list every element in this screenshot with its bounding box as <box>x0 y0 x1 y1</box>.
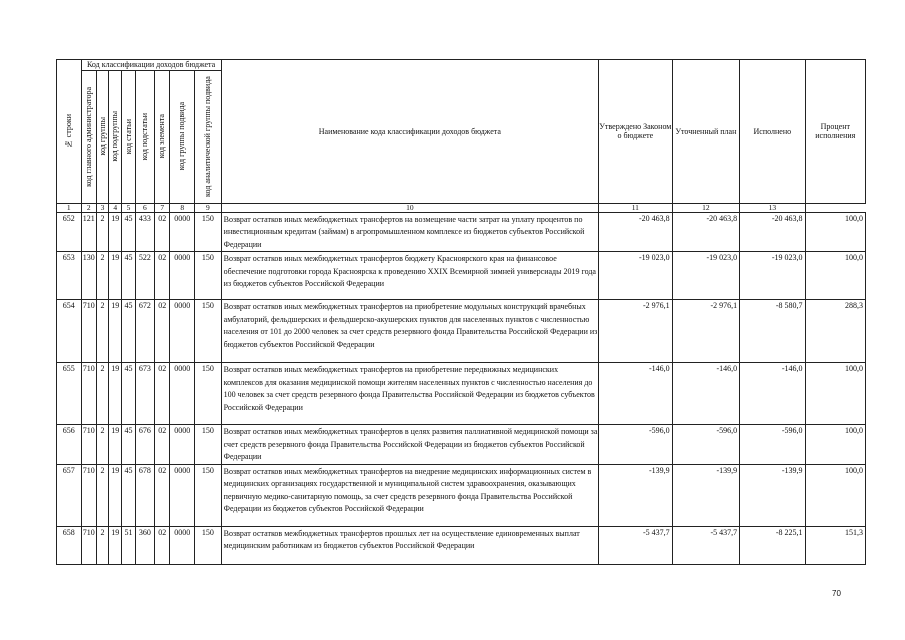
cell-row-no: 656 <box>57 425 82 465</box>
table-row <box>57 526 866 564</box>
header-code-subgroup: код подгруппы <box>109 70 122 203</box>
header-code-element: код элемента <box>155 70 170 203</box>
header-approved: Утверждено Законом о бюджете <box>599 60 673 204</box>
cell-executed: -139,9 <box>740 464 805 526</box>
col-number: 4 <box>109 203 122 212</box>
col-number: 3 <box>96 203 108 212</box>
cell-approved: -5 437,7 <box>599 526 673 564</box>
cell-executed: -19 023,0 <box>740 252 805 300</box>
cell-name: Возврат остатков иных межбюджетных трансфертов на внедрение медицинских информационных систем в медицинских организациях государственной и муниципальной систем здравоохранения, оказывающих первичную медико-санитарную помощь, за счет средств резервного фонда Правительства Российской Федерации из бюджетов субъектов Российской Федерации <box>221 464 598 526</box>
col-number: 7 <box>155 203 170 212</box>
cell-approved: -146,0 <box>599 363 673 425</box>
cell-subgroup: 19 <box>109 464 122 526</box>
cell-subgroup: 19 <box>109 526 122 564</box>
header-code-analytic-group: код аналитической группы подвида <box>194 70 221 203</box>
cell-row-no: 652 <box>57 212 82 252</box>
cell-analytic: 150 <box>194 526 221 564</box>
cell-subtype: 0000 <box>170 252 195 300</box>
cell-row-no: 657 <box>57 464 82 526</box>
cell-subarticle: 676 <box>135 425 154 465</box>
col-number: 8 <box>170 203 195 212</box>
cell-subgroup: 19 <box>109 425 122 465</box>
cell-article: 45 <box>122 425 135 465</box>
cell-row-no: 655 <box>57 363 82 425</box>
cell-subarticle: 522 <box>135 252 154 300</box>
cell-subarticle: 433 <box>135 212 154 252</box>
cell-admin: 130 <box>81 252 96 300</box>
cell-element: 02 <box>155 464 170 526</box>
cell-name: Возврат остатков иных межбюджетных трансфертов на приобретение передвижных медицинских комплексов для оказания медицинской помощи жителям населенных пунктов с численностью населения до 100 человек за счет средств резервного фонда Правительства Российской Федерации из бюджетов субъектов Российской Федерации <box>221 363 598 425</box>
cell-percent: 288,3 <box>805 300 865 363</box>
cell-subarticle: 678 <box>135 464 154 526</box>
cell-element: 02 <box>155 300 170 363</box>
cell-percent: 100,0 <box>805 363 865 425</box>
header-classification-group: Код классификации доходов бюджета <box>81 60 221 71</box>
header-code-subarticle: код подстатьи <box>135 70 154 203</box>
table-row <box>57 212 866 252</box>
cell-element: 02 <box>155 363 170 425</box>
cell-refined: -146,0 <box>672 363 739 425</box>
cell-approved: -139,9 <box>599 464 673 526</box>
cell-analytic: 150 <box>194 425 221 465</box>
cell-group: 2 <box>96 212 108 252</box>
header-executed: Исполнено <box>740 60 805 204</box>
header-refined: Уточненный план <box>672 60 739 204</box>
cell-element: 02 <box>155 526 170 564</box>
header-code-admin: код главного администратора <box>81 70 96 203</box>
col-number: 5 <box>122 203 135 212</box>
cell-percent: 100,0 <box>805 212 865 252</box>
cell-executed: -20 463,8 <box>740 212 805 252</box>
cell-percent: 151,3 <box>805 526 865 564</box>
table-row <box>57 300 866 363</box>
header-name: Наименование кода классификации доходов бюджета <box>221 60 598 204</box>
cell-executed: -8 580,7 <box>740 300 805 363</box>
cell-executed: -8 225,1 <box>740 526 805 564</box>
cell-percent: 100,0 <box>805 425 865 465</box>
cell-element: 02 <box>155 252 170 300</box>
cell-group: 2 <box>96 425 108 465</box>
cell-name: Возврат остатков иных межбюджетных трансфертов бюджету Красноярского края на финансовое обеспечение подготовки города Красноярска к проведению XXIX Всемирной зимней универсиады 2019 года из бюджетов субъектов Российской Федерации <box>221 252 598 300</box>
cell-subgroup: 19 <box>109 252 122 300</box>
cell-refined: -20 463,8 <box>672 212 739 252</box>
cell-analytic: 150 <box>194 300 221 363</box>
cell-article: 45 <box>122 252 135 300</box>
cell-subgroup: 19 <box>109 300 122 363</box>
cell-analytic: 150 <box>194 464 221 526</box>
header-code-subtype-group: код группы подвида <box>170 70 195 203</box>
cell-subarticle: 360 <box>135 526 154 564</box>
cell-article: 45 <box>122 212 135 252</box>
cell-article: 51 <box>122 526 135 564</box>
page-number: 70 <box>832 589 841 598</box>
col-number: 2 <box>81 203 96 212</box>
header-code-article: код статьи <box>122 70 135 203</box>
cell-subtype: 0000 <box>170 425 195 465</box>
column-numbers-row <box>57 203 866 212</box>
cell-admin: 710 <box>81 464 96 526</box>
cell-element: 02 <box>155 212 170 252</box>
cell-subtype: 0000 <box>170 363 195 425</box>
cell-name: Возврат остатков иных межбюджетных трансфертов в целях развития паллиативной медицинской помощи за счет средств резервного фонда Правительства Российской Федерации из бюджетов субъектов Российской Федерации <box>221 425 598 465</box>
col-number: 10 <box>221 203 598 212</box>
cell-group: 2 <box>96 464 108 526</box>
header-code-group: код группы <box>96 70 108 203</box>
cell-analytic: 150 <box>194 252 221 300</box>
cell-row-no: 658 <box>57 526 82 564</box>
header-row-no: № строки <box>57 60 82 204</box>
table-row <box>57 464 866 526</box>
cell-admin: 121 <box>81 212 96 252</box>
cell-name: Возврат остатков иных межбюджетных трансфертов на приобретение модульных конструкций врачебных амбулаторий, фельдшерских и фельдшерско-акушерских пунктов для населенных пунктов с численностью населения от 101 до 2000 человек за счет средств резервного фонда Правительства Российской Федерации из бюджетов субъектов Российской Федерации <box>221 300 598 363</box>
table-row <box>57 252 866 300</box>
cell-name: Возврат остатков иных межбюджетных трансфертов на возмещение части затрат на уплату процентов по инвестиционным кредитам (займам) в агропромышленном комплексе из бюджетов субъектов Российской Федерации <box>221 212 598 252</box>
col-number: 13 <box>740 203 805 212</box>
cell-refined: -596,0 <box>672 425 739 465</box>
cell-admin: 710 <box>81 363 96 425</box>
col-number: 9 <box>194 203 221 212</box>
cell-subarticle: 672 <box>135 300 154 363</box>
cell-subtype: 0000 <box>170 526 195 564</box>
col-number: 11 <box>599 203 673 212</box>
cell-group: 2 <box>96 363 108 425</box>
cell-admin: 710 <box>81 425 96 465</box>
cell-refined: -139,9 <box>672 464 739 526</box>
col-number: 12 <box>672 203 739 212</box>
cell-percent: 100,0 <box>805 252 865 300</box>
cell-approved: -596,0 <box>599 425 673 465</box>
cell-admin: 710 <box>81 300 96 363</box>
col-number: 1 <box>57 203 82 212</box>
cell-subtype: 0000 <box>170 212 195 252</box>
header-percent: Процент исполнения <box>805 60 865 204</box>
cell-admin: 710 <box>81 526 96 564</box>
cell-name: Возврат остатков межбюджетных трансфертов прошлых лет на осуществление единовременных выплат медицинским работникам из бюджетов субъектов Российской Федерации <box>221 526 598 564</box>
cell-article: 45 <box>122 464 135 526</box>
cell-percent: 100,0 <box>805 464 865 526</box>
cell-approved: -19 023,0 <box>599 252 673 300</box>
cell-approved: -2 976,1 <box>599 300 673 363</box>
budget-table <box>56 59 866 565</box>
cell-refined: -19 023,0 <box>672 252 739 300</box>
cell-executed: -146,0 <box>740 363 805 425</box>
col-number: 6 <box>135 203 154 212</box>
cell-subarticle: 673 <box>135 363 154 425</box>
cell-refined: -2 976,1 <box>672 300 739 363</box>
cell-subtype: 0000 <box>170 300 195 363</box>
table-row <box>57 425 866 465</box>
cell-group: 2 <box>96 252 108 300</box>
cell-article: 45 <box>122 300 135 363</box>
cell-group: 2 <box>96 300 108 363</box>
cell-refined: -5 437,7 <box>672 526 739 564</box>
cell-group: 2 <box>96 526 108 564</box>
table-row <box>57 363 866 425</box>
cell-analytic: 150 <box>194 212 221 252</box>
cell-element: 02 <box>155 425 170 465</box>
cell-executed: -596,0 <box>740 425 805 465</box>
cell-subgroup: 19 <box>109 212 122 252</box>
cell-subgroup: 19 <box>109 363 122 425</box>
cell-subtype: 0000 <box>170 464 195 526</box>
cell-analytic: 150 <box>194 363 221 425</box>
cell-approved: -20 463,8 <box>599 212 673 252</box>
cell-article: 45 <box>122 363 135 425</box>
cell-row-no: 653 <box>57 252 82 300</box>
cell-row-no: 654 <box>57 300 82 363</box>
